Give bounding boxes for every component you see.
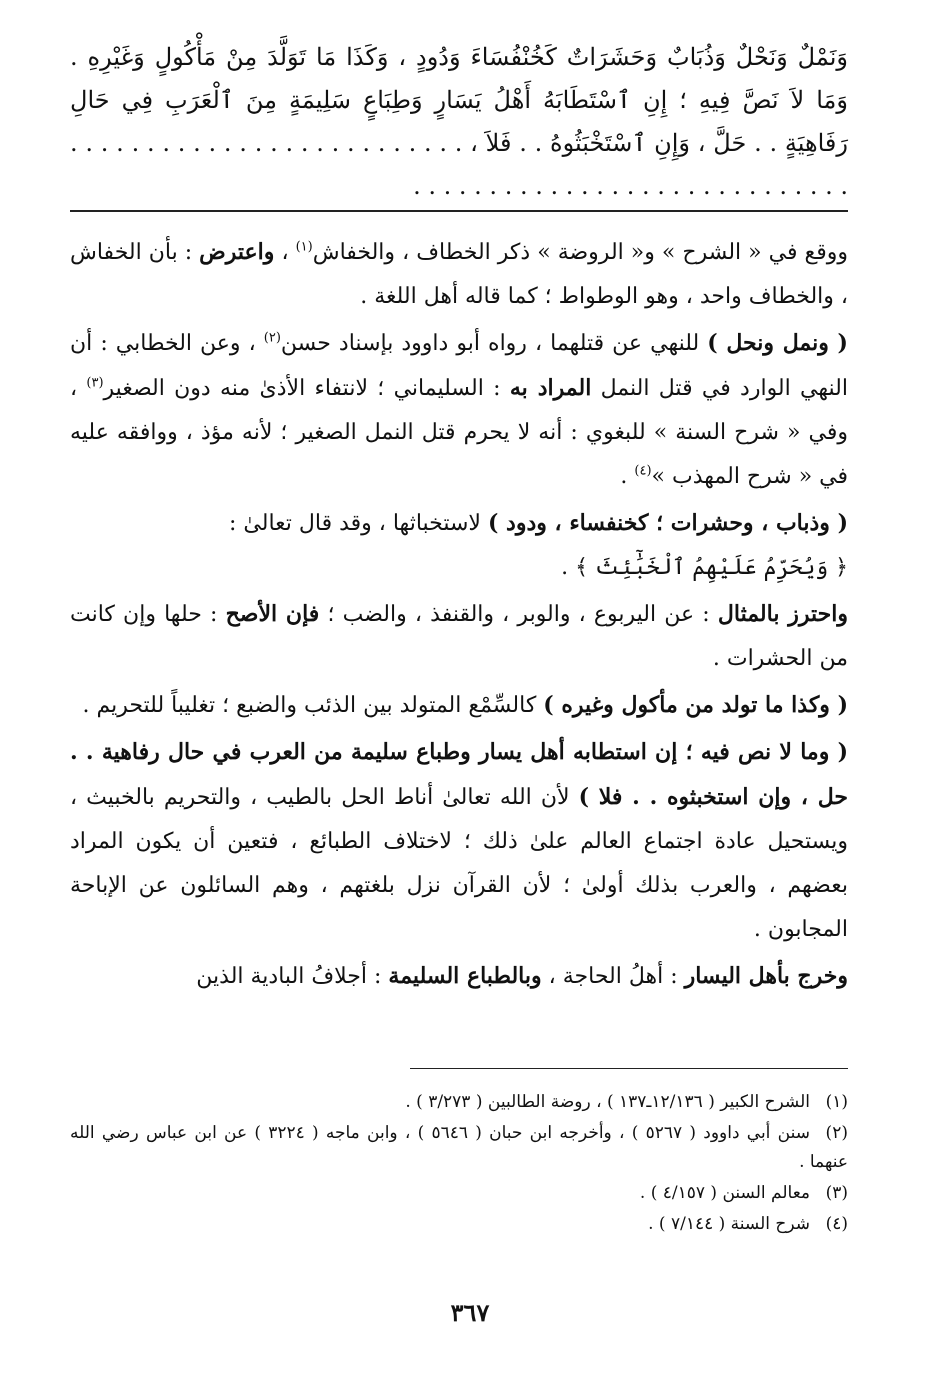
- bold-keyword: واعترض: [199, 239, 275, 265]
- bold-keyword: وبالطباع السليمة: [388, 963, 542, 989]
- page-number: ٣٦٧: [450, 1298, 490, 1327]
- text-segment: : حلها وإن كانت من الحشرات .: [70, 602, 848, 671]
- footnotes-block: [70, 1088, 848, 1241]
- bold-keyword: ( وذباب ، وحشرات ؛ كخنفساء ، ودود ): [487, 510, 848, 536]
- text-segment: : بأن الخفاش ، والخطاف واحد ، وهو الوطواط ؛ كما قاله أهل اللغة .: [70, 240, 848, 309]
- commentary-paragraph-4: [70, 592, 848, 681]
- bold-keyword: ( وكذا ما تولد من مأكول وغيره ): [543, 692, 848, 718]
- commentary-block: [70, 230, 848, 1001]
- commentary-paragraph-2: [70, 321, 848, 499]
- footnote-ref-2: (٢): [263, 330, 281, 346]
- text-segment: ، وعن الخطابي : أن النهي الوارد في قتل النمل: [70, 331, 848, 401]
- footnote-text: معالم السنن ( ٤/١٥٧ ) .: [639, 1183, 810, 1203]
- commentary-paragraph-6: [70, 730, 848, 952]
- text-segment: لاستخباثها ، وقد قال تعالىٰ :: [229, 511, 488, 536]
- commentary-paragraph-5: [70, 683, 848, 728]
- text-segment: ،: [274, 240, 296, 265]
- footnote-number: (٤): [825, 1214, 848, 1234]
- footnote-number: (١): [825, 1092, 848, 1112]
- footnote-item: [70, 1210, 848, 1239]
- footnote-item: [70, 1088, 848, 1117]
- text-segment: : أهلُ الحاجة ،: [541, 964, 685, 989]
- footnote-item: [70, 1179, 848, 1208]
- text-segment: : أجلافُ البادية الذين: [196, 964, 389, 989]
- bold-keyword: وخرج بأهل اليسار: [684, 963, 848, 989]
- footnote-ref-4: (٤): [634, 463, 652, 479]
- text-segment: للنهي عن قتلهما ، رواه أبو داوود بإسناد حسن: [280, 331, 708, 356]
- footnote-text: الشرح الكبير ( ١٢/١٣٦ـ١٣٧ ) ، روضة الطالبين ( ٣/٢٧٣ ) .: [405, 1092, 810, 1112]
- bold-keyword: المراد به: [509, 375, 592, 401]
- commentary-paragraph-3: [70, 501, 848, 590]
- text-segment: ووقع في « الشرح » و« الروضة » ذكر الخطاف ، والخفاش: [312, 240, 849, 265]
- bold-keyword: ( ونمل ونحل ): [707, 330, 848, 356]
- footnote-divider-line: [410, 1068, 848, 1069]
- footnote-number: (٢): [825, 1123, 848, 1143]
- footnote-text: سنن أبي داوود ( ٥٢٦٧ ) ، وأخرجه ابن حبان ( ٥٦٤٦ ) ، وابن ماجه ( ٣٢٢٤ ) عن ابن عباس رضي الله عنهما .: [70, 1123, 848, 1172]
- matn-paragraph: وَنَمْلٌ وَنَحْلٌ وَذُبَابٌ وَحَشَرَاتٌ كَخُنْفُسَاءَ وَدُودٍ ، وَكَذَا مَا تَوَلَّدَ مِنْ مَأْكُولٍ وَغَيْرِهِ . وَمَا لاَ نَصَّ فِيهِ ؛ إِنِ ٱسْتَطَابَهُ أَهْلُ يَسَارٍ وَطِبَاعٍ سَلِيمَةٍ مِنَ ٱلْعَرَبِ فِي حَالِ رَفَاهِيَةٍ . . حَلَّ ، وَإِنِ ٱسْتَخْبَثُوهُ . . فَلاَ ، . . . . . . . . . . . . . . . . . . . . . . . . . . . . . . . . . . . . . . . . . . . . . . . . . . . . . . .: [70, 43, 848, 200]
- bold-keyword: واحترز بالمثال: [717, 601, 849, 627]
- footnote-text: شرح السنة ( ٧/١٤٤ ) .: [648, 1214, 810, 1234]
- footnote-number: (٣): [825, 1183, 848, 1203]
- quran-quote: ﴿ وَيُحَرِّمُ عَلَيْهِمُ ٱلْخَبَٰٓئِثَ ﴾ .: [561, 555, 848, 580]
- footnote-ref-3: (٣): [86, 375, 104, 391]
- footnote-ref-1: (١): [295, 239, 313, 255]
- text-segment: : السليماني ؛ لانتفاء الأذىٰ منه دون الصغير: [103, 376, 510, 401]
- commentary-paragraph-1: [70, 230, 848, 319]
- text-segment: لأن الله تعالىٰ أناط الحل بالطيب ، والتحريم بالخبيث ، ويستحيل عادة اجتماع العالم علىٰ ذلك ؛ لاختلاف الطبائع ، فتعين أن يكون المراد بعضهم ، والعرب بذلك أولىٰ ؛ لأن القرآن نزل بلغتهم ، وهم السائلون عن الإباحة المجابون .: [70, 785, 848, 942]
- text-segment: .: [620, 464, 635, 489]
- text-segment: كالسِّمْع المتولد بين الذئب والضبع ؛ تغليباً للتحريم .: [82, 693, 544, 718]
- bold-keyword: ( وما لا نص فيه ؛ إن استطابه أهل يسار وطباع سليمة من العرب في حال رفاهية . . حل ، وإن استخبثوه . . فلا ): [70, 739, 849, 810]
- text-segment: : عن اليربوع ، والوبر ، والقنفذ ، والضب ؛: [319, 602, 718, 627]
- matn-divider-line: [70, 210, 848, 212]
- bold-keyword: فإن الأصح: [225, 601, 320, 627]
- matn-text-block: [70, 36, 848, 208]
- footnote-item: [70, 1119, 848, 1177]
- commentary-paragraph-7: [70, 954, 848, 999]
- text-segment: ، وفي « شرح السنة » للبغوي : أنه لا يحرم قتل النمل الصغير ؛ لأنه مؤذ ، ووافقه عليه في « شرح المهذب »: [70, 376, 848, 489]
